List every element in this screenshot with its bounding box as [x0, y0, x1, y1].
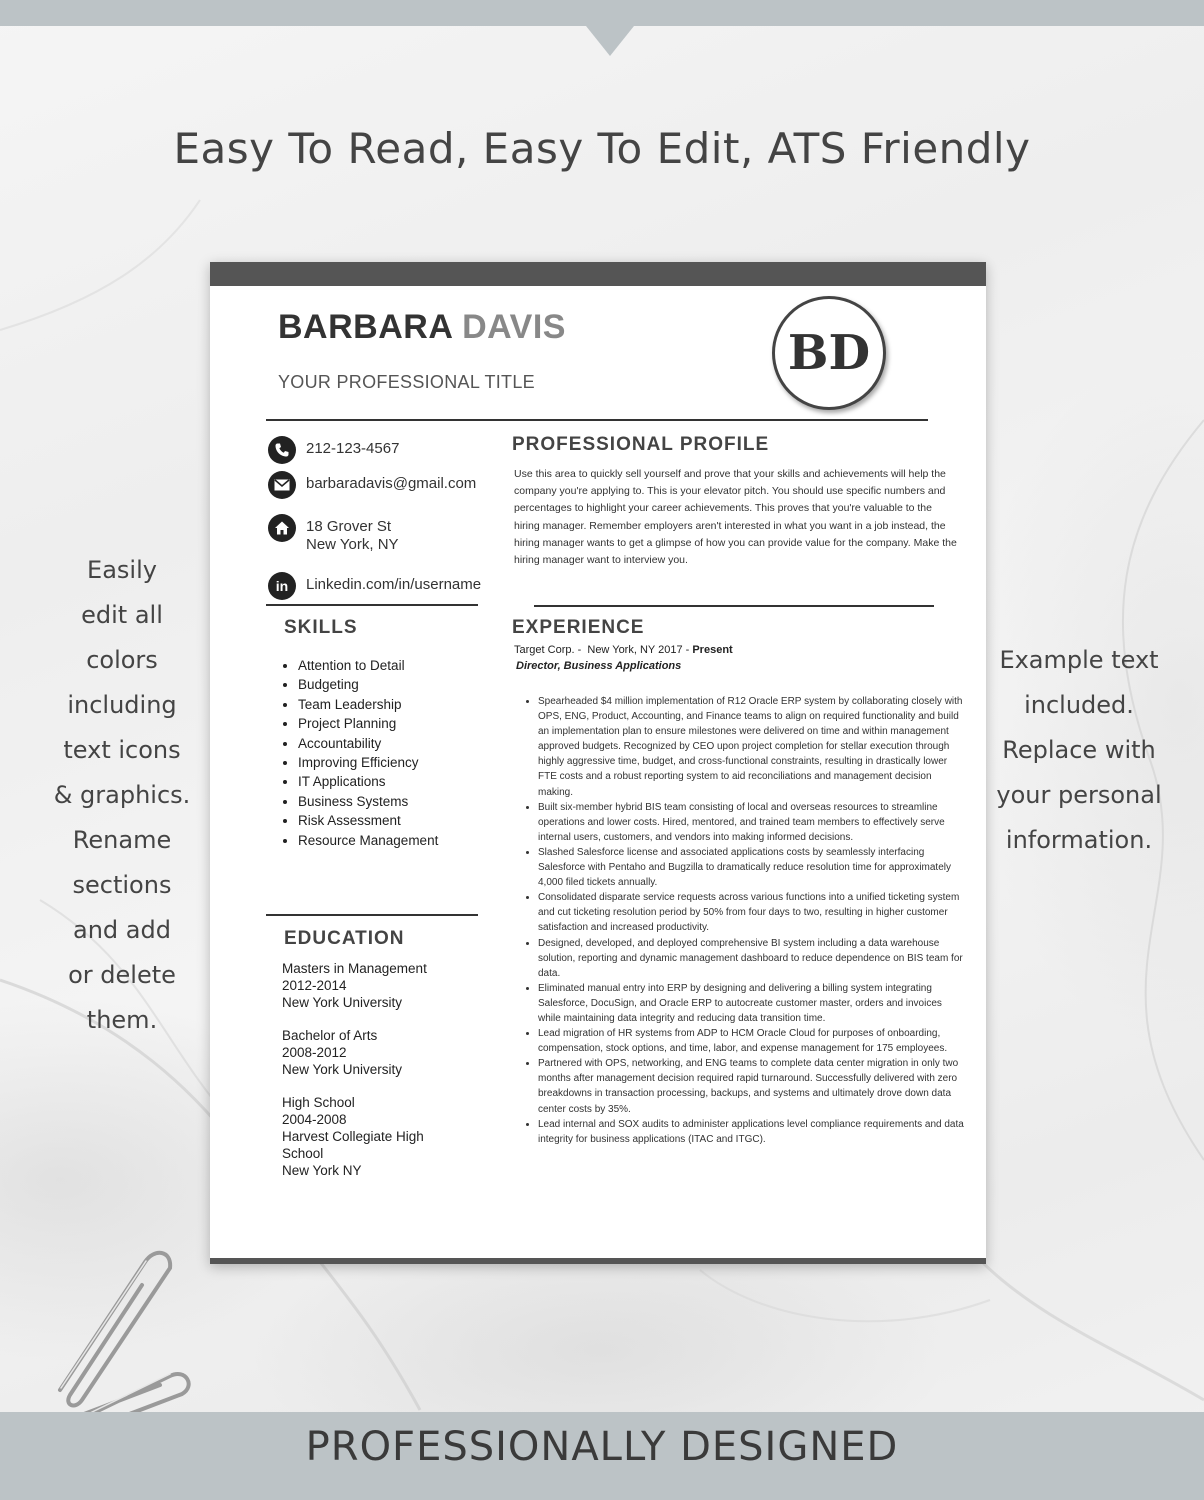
experience-bullet: • Consolidated disparate service requests across various functions into a unified ticketing system and cut ticketing resolution period by 50% from four days to two, resulting in higher customer satisfaction and increased productivity. — [538, 890, 966, 935]
contact-linkedin — [268, 572, 481, 600]
left-note-line: & graphics. — [53, 781, 191, 809]
edu-degree: High School — [282, 1095, 355, 1110]
job-role: Director, Business Applications — [516, 660, 682, 672]
monogram-badge: BD — [772, 296, 886, 410]
left-note-line: Easily — [87, 556, 157, 584]
right-note-line: included. — [1024, 691, 1134, 719]
skill-item: • IT Applications — [298, 772, 438, 791]
edu-location: New York NY — [282, 1163, 362, 1178]
right-note-line: your personal — [996, 781, 1162, 809]
experience-bullet: • Designed, developed, and deployed comprehensive BI system including a data warehouse solution, reporting and dynamic management dashboard to reduce dependence on BIS team for data. — [538, 936, 966, 981]
left-note-line: edit all — [81, 601, 163, 629]
last-name: DAVIS — [462, 308, 566, 346]
skills-heading: SKILLS — [284, 617, 358, 638]
resume-page — [210, 262, 986, 1264]
right-note-line: Replace with — [1002, 736, 1156, 764]
headline: Easy To Read, Easy To Edit, ATS Friendly — [173, 124, 1031, 173]
edu-school: New York University — [282, 995, 403, 1010]
left-note-line: Rename — [72, 826, 172, 854]
skills-divider — [266, 604, 478, 606]
skill-item: • Project Planning — [298, 714, 438, 733]
edu-years: 2012-2014 — [282, 978, 347, 993]
experience-bullet: • Slashed Salesforce license and associated applications costs by seamlessly interfacing Salesforce with Pentaho and Bugzilla to dramatically reduce resolution time for approximately 4,000 filed tickets annually. — [538, 845, 966, 890]
top-notch — [586, 26, 634, 56]
edu-degree: Masters in Management — [282, 961, 427, 976]
left-note-line: including — [67, 691, 177, 719]
skill-item: • Business Systems — [298, 792, 438, 811]
footer-tagline: PROFESSIONALLY DESIGNED — [305, 1424, 899, 1470]
left-note-line: colors — [86, 646, 158, 674]
job-separator: - — [574, 644, 588, 656]
address-line2: New York, NY — [306, 536, 399, 553]
header-divider — [266, 419, 928, 421]
first-name: BARBARA — [278, 308, 453, 346]
skills-list — [280, 656, 438, 850]
left-note-line: text icons — [63, 736, 181, 764]
profile-text: Use this area to quickly sell yourself and prove that your skills and achievements will help the company you're applying to. This is your elevator pitch. You should use specific numbers and percentages to highlight your career achievements. This proves that you're valuable to the hiring manager. Remember employers aren't interested in what you want in a job instead, the hiring manager wants to get a glimpse of how you can provide value for the company. Make the hiring manager want to interview you. — [514, 468, 957, 567]
right-note-line: information. — [1005, 826, 1153, 854]
skill-item: • Resource Management — [298, 831, 438, 850]
experience-bullets — [516, 694, 966, 1147]
left-note-line: them. — [86, 1006, 158, 1034]
phone-text: 212-123-4567 — [306, 440, 400, 457]
education-divider — [266, 914, 478, 916]
edu-years: 2004-2008 — [282, 1112, 347, 1127]
education-entry — [282, 1094, 442, 1179]
education-heading: EDUCATION — [284, 928, 405, 949]
edu-school: Harvest Collegiate High School — [282, 1129, 424, 1161]
experience-bullet: • Lead migration of HR systems from ADP to HCM Oracle Cloud for purposes of onboarding, compensation, stock options, and time, labor, and expense management for 175 employees. — [538, 1026, 966, 1056]
resume-name — [278, 308, 566, 347]
envelope-icon — [268, 471, 296, 499]
education-entry — [282, 1027, 402, 1078]
experience-bullet: • Spearheaded $4 million implementation of R12 Oracle ERP system by collaborating closely with OPS, ENG, Product, Accounting, and Finance teams to align on required functionality and build an implementation plan to ensure milestones were delivered on time and within management approved budgets. Recognized by CEO upon project completion for stellar execution through highly aggressive time, budget, and cross-functional constraints, resulting in drastically lower FTE costs and a robust reporting system to aid reconciliations and management decision making. — [538, 694, 966, 800]
skill-item: • Risk Assessment — [298, 811, 438, 830]
experience-heading: EXPERIENCE — [512, 617, 645, 638]
experience-bullet: • Eliminated manual entry into ERP by designing and delivering a billing system integrating Salesforce, DocuSign, and Oracle ERP to autocreate customer master, orders and invoices while maintaining data integrity and reducing data transition time. — [538, 981, 966, 1026]
experience-bullet: • Partnered with OPS, networking, and ENG teams to complete data center migration in only two months after management decision required rapid turnaround. Successfully delivered with zero breakdowns in transaction processing, backups, and systems and ultimately drove down data center costs by 35%. — [538, 1056, 966, 1116]
edu-degree: Bachelor of Arts — [282, 1028, 378, 1043]
address-text — [306, 514, 399, 554]
resume-bottom-bar — [210, 1258, 986, 1264]
left-note-line: sections — [72, 871, 172, 899]
professional-title: YOUR PROFESSIONAL TITLE — [278, 372, 535, 392]
home-icon — [268, 514, 296, 542]
job-present: Present — [692, 644, 733, 656]
experience-bullet: • Built six-member hybrid BIS team consisting of local and overseas resources to streamline operations and lower costs. Hired, mentored, and trained team members to effectively serve internal users, customers, and vendors into making informed decisions. — [538, 800, 966, 845]
job-header — [514, 644, 733, 656]
linkedin-text: Linkedin.com/in/username — [306, 576, 482, 593]
contact-email — [268, 471, 476, 499]
phone-icon — [268, 436, 296, 464]
skill-item: • Attention to Detail — [298, 656, 438, 675]
job-company: Target Corp. — [514, 644, 575, 656]
skill-item: • Improving Efficiency — [298, 753, 438, 772]
right-note-line: Example text — [999, 646, 1159, 674]
contact-phone — [268, 436, 399, 464]
resume-top-bar — [210, 262, 986, 286]
education-entry — [282, 960, 427, 1011]
edu-years: 2008-2012 — [282, 1045, 347, 1060]
left-note-line: and add — [73, 916, 171, 944]
left-note — [36, 548, 208, 1043]
left-note-line: or delete — [68, 961, 176, 989]
profile-heading: PROFESSIONAL PROFILE — [512, 434, 770, 455]
experience-divider — [534, 605, 934, 607]
job-location-dates: New York, NY 2017 - — [587, 644, 693, 656]
skill-item: • Team Leadership — [298, 695, 438, 714]
skill-item: • Accountability — [298, 734, 438, 753]
skill-item: • Budgeting — [298, 675, 438, 694]
top-band — [0, 0, 1204, 26]
edu-school: New York University — [282, 1062, 403, 1077]
contact-address — [268, 514, 399, 554]
experience-bullet: • Lead internal and SOX audits to administer applications level compliance requirements and data integrity for business applications (ITAC and ITGC). — [538, 1117, 966, 1147]
right-note — [984, 638, 1174, 863]
linkedin-icon: in — [268, 572, 296, 600]
email-text: barbaradavis@gmail.com — [306, 475, 477, 492]
address-line1: 18 Grover St — [306, 518, 392, 535]
